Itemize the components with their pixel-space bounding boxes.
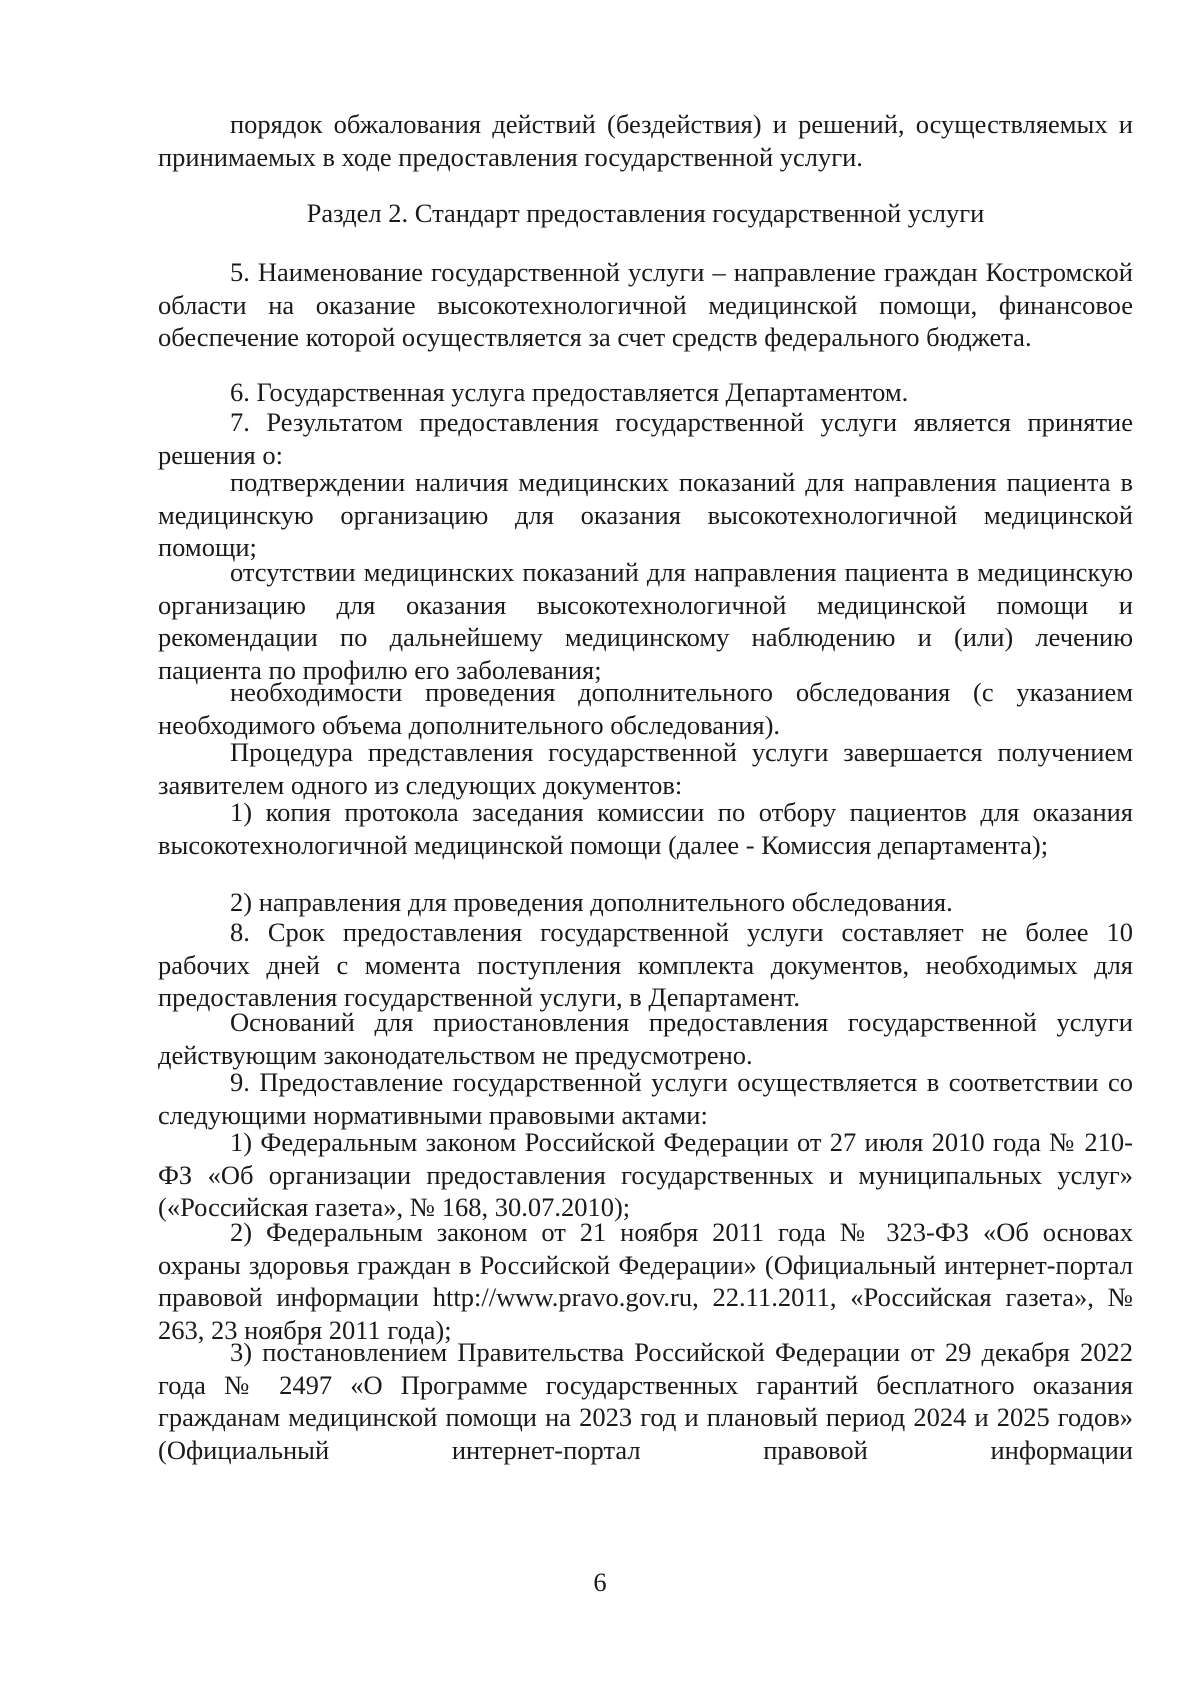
paragraph-item-6: 6. Государственная услуга предоставляется Департаментом. — [230, 377, 909, 407]
paragraph-absence: отсутствии медицинских показаний для направления пациента в медицинскую организацию для оказания высокотехнологичной медицинской помощи и рекомендации по дальнейшему медицинскому наблюдению и (или) лечению пациента по профилю его заболевания; — [158, 557, 1133, 685]
paragraph-confirmation: подтверждении наличия медицинских показаний для направления пациента в медицинскую организацию для оказания высокотехнологичной медицинской помощи; — [158, 467, 1133, 562]
paragraph-item-5: 5. Наименование государственной услуги – направление граждан Костромской области на оказание высокотехнологичной медицинской помощи, финансовое обеспечение которой осуществляется за счет средств федерального бюджета. — [158, 257, 1133, 352]
paragraph-item-7: 7. Результатом предоставления государственной услуги является принятие решения о: — [158, 407, 1133, 470]
paragraph-appeal-procedure: порядок обжалования действий (бездействия) и решений, осуществляемых и принимаемых в ходе предоставления государственной услуги. — [158, 109, 1133, 172]
paragraph-extra-exam: необходимости проведения дополнительного обследования (с указанием необходимого объема дополнительного обследования). — [158, 677, 1133, 740]
paragraph-item-8: 8. Срок предоставления государственной услуги составляет не более 10 рабочих дней с момента поступления комплекта документов, необходимых для предоставления государственной услуги, в Департамент. — [158, 917, 1133, 1012]
paragraph-suspension: Оснований для приостановления предоставления государственной услуги действующим законодательством не предусмотрено. — [158, 1007, 1133, 1070]
paragraph-doc-2: 2) направления для проведения дополнительного обследования. — [230, 887, 953, 917]
paragraph-act-2: 2) Федеральным законом от 21 ноября 2011 года № 323-ФЗ «Об основах охраны здоровья граждан в Российской Федерации» (Официальный интернет-портал правовой информации http://www.pravo.gov.ru, 22.11.2011, «Российская газета», № 263, 23 ноября 2011 года); — [158, 1217, 1133, 1345]
paragraph-act-1: 1) Федеральным законом Российской Федерации от 27 июля 2010 года № 210-ФЗ «Об организации предоставления государственных и муниципальных услуг» («Российская газета», № 168, 30.07.2010); — [158, 1127, 1133, 1222]
paragraph-doc-1: 1) копия протокола заседания комиссии по отбору пациентов для оказания высокотехнологичной медицинской помощи (далее - Комиссия департамента); — [158, 797, 1133, 860]
paragraph-item-9: 9. Предоставление государственной услуги осуществляется в соответствии со следующими нормативными правовыми актами: — [158, 1067, 1133, 1130]
paragraph-act-3: 3) постановлением Правительства Российской Федерации от 29 декабря 2022 года № 2497 «О Программе государственных гарантий бесплатного оказания гражданам медицинской помощи на 2023 год и плановый период 2024 и 2025 годов» (Официальный интернет-портал правовой информации — [158, 1337, 1133, 1465]
page-number: 6 — [593, 1567, 607, 1597]
paragraph-procedure: Процедура представления государственной услуги завершается получением заявителем одного из следующих документов: — [158, 737, 1133, 800]
section-heading: Раздел 2. Стандарт предоставления государственной услуги — [306, 198, 985, 228]
